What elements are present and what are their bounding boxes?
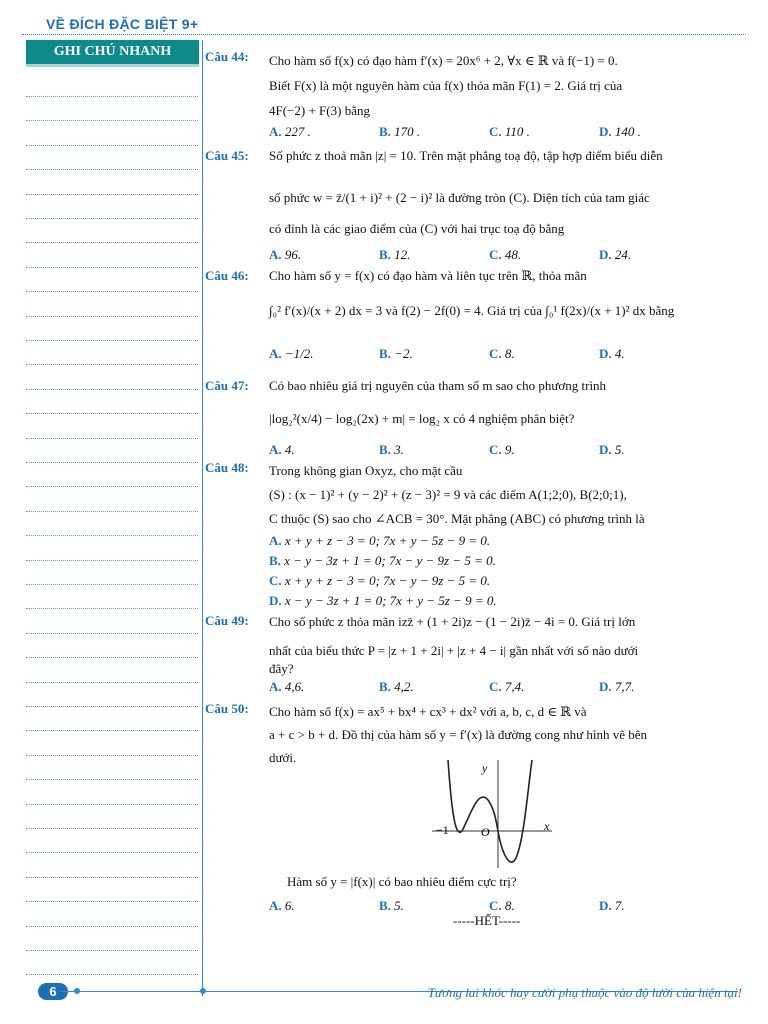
header-title: VỀ ĐÍCH ĐẶC BIỆT 9+	[46, 16, 199, 32]
option-a: A. 4,6.	[269, 679, 305, 694]
question-text: Có bao nhiêu giá trị nguyên của tham số m sao cho phương trình	[269, 378, 607, 393]
option-a: A. 6.	[269, 898, 295, 913]
question-text: đây?	[269, 661, 294, 676]
question-49	[205, 612, 715, 696]
note-line	[26, 120, 198, 121]
note-line	[26, 901, 198, 902]
choice-a: A. x + y + z − 3 = 0; 7x + y − 5z − 9 = 0.	[269, 533, 491, 548]
note-line	[26, 511, 198, 512]
question-text: C thuộc (S) sao cho ∠ACB = 30°. Mặt phẳng (ABC) có phương trình là	[269, 511, 645, 526]
question-46	[205, 267, 715, 363]
option-b: B. 3.	[379, 442, 404, 457]
choice-c: C. x + y + z − 3 = 0; 7x − y − 9z − 5 = 0.	[269, 573, 491, 588]
note-line	[26, 657, 198, 658]
option-c: C. 9.	[489, 442, 515, 457]
question-text: ∫₀² f′(x)/(x + 2) dx = 3 và f(2) − 2f(0) = 4. Giá trị của ∫₀¹ f(2x)/(x + 1)² dx bằng	[269, 303, 675, 318]
note-line	[26, 730, 198, 731]
option-b: B. 4,2.	[379, 679, 414, 694]
question-text: dưới.	[269, 750, 297, 765]
question-text: Cho hàm số f(x) = ax⁵ + bx⁴ + cx³ + dx² với a, b, c, d ∈ ℝ và	[269, 704, 587, 719]
question-text: |log₂²(x/4) − log₂(2x) + m| = log₂ x có 4 nghiệm phân biệt?	[269, 411, 575, 426]
option-c: C. 110 .	[489, 124, 530, 139]
question-text: số phức w = z̄/(1 + i)² + (2 − i)² là đường tròn (C). Diện tích của tam giác	[269, 190, 650, 205]
note-line	[26, 145, 198, 146]
note-line	[26, 364, 198, 365]
note-line	[26, 194, 198, 195]
option-c: C. 8.	[489, 898, 515, 913]
question-text: Cho hàm số y = f(x) có đạo hàm và liên tục trên ℝ, thỏa mãn	[269, 268, 587, 283]
option-d: D. 140 .	[599, 124, 641, 139]
question-number: Câu 44:	[205, 49, 249, 64]
note-line	[26, 804, 198, 805]
option-c: C. 8.	[489, 346, 515, 361]
curve	[448, 760, 532, 862]
question-45	[205, 147, 715, 264]
header-divider	[22, 34, 746, 35]
question-text: Hàm số y = |f(x)| có bao nhiêu điểm cực trị?	[287, 874, 517, 889]
note-line	[26, 438, 198, 439]
note-line	[26, 926, 198, 927]
question-text: 4F(−2) + F(3) bằng	[269, 103, 370, 118]
option-d: D. 7,7.	[599, 679, 635, 694]
question-44	[205, 48, 715, 141]
minus-one-label: −1	[436, 823, 449, 837]
choice-b: B. x − y − 3z + 1 = 0; 7x − y − 9z − 5 = 0.	[269, 553, 496, 568]
option-d: D. 5.	[599, 442, 625, 457]
note-line	[26, 755, 198, 756]
option-c: C. 48.	[489, 247, 522, 262]
option-c: C. 7,4.	[489, 679, 525, 694]
note-line	[26, 779, 198, 780]
question-number: Câu 45:	[205, 148, 249, 163]
origin-label: O	[481, 825, 490, 839]
note-line	[26, 682, 198, 683]
derivative-graph	[432, 758, 552, 868]
option-b: B. 12.	[379, 247, 411, 262]
question-number: Câu 49:	[205, 613, 249, 628]
page-number: 6	[38, 983, 68, 1000]
note-line	[26, 340, 198, 341]
note-line	[26, 389, 198, 390]
footer-dot	[200, 988, 206, 994]
note-line	[26, 169, 198, 170]
x-label: x	[544, 819, 550, 833]
note-line	[26, 633, 198, 634]
question-text: có đỉnh là các giao điểm của (C) với hai trục toạ độ bằng	[269, 221, 565, 236]
option-a: A. 4.	[269, 442, 295, 457]
option-d: D. 7.	[599, 898, 625, 913]
question-text: Biết F(x) là một nguyên hàm của f(x) thỏa mãn F(1) = 2. Giá trị của	[269, 78, 623, 93]
note-line	[26, 462, 198, 463]
option-a: A. 96.	[269, 247, 302, 262]
question-text: (S) : (x − 1)² + (y − 2)² + (z − 3)² = 9 và các điểm A(1;2;0), B(2;0;1),	[269, 487, 627, 502]
question-number: Câu 47:	[205, 378, 249, 393]
question-text: Số phức z thoả mãn |z| = 10. Trên mặt phẳng toạ độ, tập hợp điểm biểu diễn	[269, 148, 663, 163]
end-marker: -----HẾT-----	[453, 913, 521, 928]
column-divider	[202, 40, 203, 996]
option-b: B. 5.	[379, 898, 404, 913]
note-line	[26, 950, 198, 951]
question-text: Cho số phức z thỏa mãn izz̄ + (1 + 2i)z − (1 − 2i)z̄ − 4i = 0. Giá trị lớn	[269, 614, 636, 629]
question-number: Câu 50:	[205, 701, 249, 716]
question-50-tail	[205, 873, 715, 915]
note-line	[26, 96, 198, 97]
note-line	[26, 584, 198, 585]
choice-d: D. x − y − 3z + 1 = 0; 7x + y − 5z − 9 = 0.	[269, 593, 497, 608]
question-text: a + c > b + d. Đồ thị của hàm số y = f′(x) là đường cong như hình vẽ bên	[269, 727, 648, 742]
question-text: Cho hàm số f(x) có đạo hàm f′(x) = 20x⁶ + 2, ∀x ∈ ℝ và f(−1) = 0.	[269, 53, 618, 68]
note-line	[26, 706, 198, 707]
option-a: A. −1/2.	[269, 346, 314, 361]
question-text: nhất của biểu thức P = |z + 1 + 2i| + |z + 4 − i| gần nhất với số nào dưới	[269, 643, 639, 658]
note-line	[26, 291, 198, 292]
note-line	[26, 535, 198, 536]
note-line	[26, 413, 198, 414]
question-text: Trong không gian Oxyz, cho mặt cầu	[269, 463, 463, 478]
footer-dot	[74, 988, 80, 994]
footer-quote: Tương lai khóc hay cười phụ thuộc vào độ lười của hiện tại!	[427, 985, 742, 1000]
note-line	[26, 974, 198, 975]
question-48	[205, 459, 715, 611]
note-line	[26, 267, 198, 268]
note-line	[26, 560, 198, 561]
note-line	[26, 316, 198, 317]
y-label: y	[482, 761, 488, 775]
option-a: A. 227 .	[269, 124, 311, 139]
sidebar-title: GHI CHÚ NHANH	[26, 40, 199, 67]
note-line	[26, 242, 198, 243]
question-number: Câu 46:	[205, 268, 249, 283]
option-b: B. 170 .	[379, 124, 421, 139]
option-b: B. −2.	[379, 346, 413, 361]
note-line	[26, 218, 198, 219]
note-line	[26, 608, 198, 609]
note-line	[26, 852, 198, 853]
note-line	[26, 828, 198, 829]
note-line	[26, 486, 198, 487]
question-47	[205, 377, 715, 459]
option-d: D. 24.	[599, 247, 632, 262]
question-number: Câu 48:	[205, 460, 249, 475]
note-line	[26, 877, 198, 878]
option-d: D. 4.	[599, 346, 625, 361]
